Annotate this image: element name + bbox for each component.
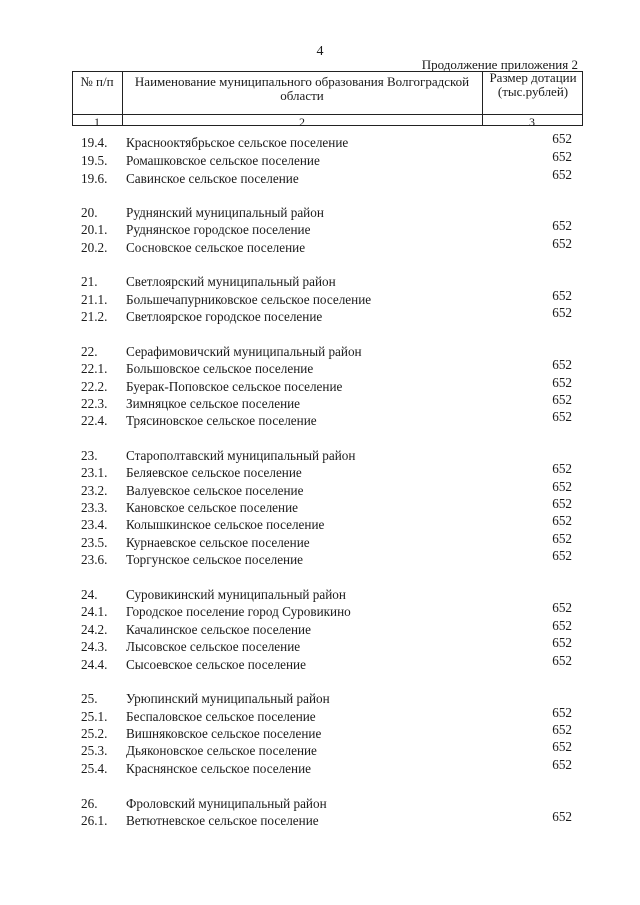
row-name: Вишняковское сельское поселение — [126, 726, 322, 741]
row-number: 25. — [81, 691, 98, 706]
table-row — [0, 513, 640, 534]
table-row-district — [0, 690, 640, 708]
row-value: 652 — [552, 167, 572, 182]
table-row — [0, 149, 640, 170]
table-row — [0, 548, 640, 569]
row-value: 652 — [552, 496, 572, 511]
row-value: 652 — [552, 618, 572, 633]
table-row — [0, 653, 640, 674]
table-row — [0, 409, 640, 430]
row-name: Дьяконовское сельское поселение — [126, 743, 317, 758]
table-row — [0, 305, 640, 326]
table-row — [0, 722, 640, 743]
row-name: Колышкинское сельское поселение — [126, 517, 325, 532]
row-name: Беспаловское сельское поселение — [126, 709, 316, 724]
row-name: Суровикинский муниципальный район — [126, 587, 346, 602]
table-row-district — [0, 343, 640, 361]
row-value: 652 — [552, 513, 572, 528]
row-number: 25.3. — [81, 743, 108, 758]
table-row — [0, 479, 640, 500]
row-name: Савинское сельское поселение — [126, 171, 299, 186]
table-row — [0, 357, 640, 378]
row-name: Сосновское сельское поселение — [126, 240, 306, 255]
row-number: 20. — [81, 205, 98, 220]
row-name: Руднянский муниципальный район — [126, 205, 324, 220]
table-row — [0, 757, 640, 778]
row-name: Торгунское сельское поселение — [126, 552, 304, 567]
continuation-note: Продолжение приложения 2 — [421, 57, 578, 72]
row-name: Ветютневское сельское поселение — [126, 813, 319, 828]
row-number: 22.1. — [81, 361, 108, 376]
table-row — [0, 618, 640, 639]
row-number: 23.5. — [81, 535, 108, 550]
row-name: Фроловский муниципальный район — [126, 796, 327, 811]
table-row-district — [0, 795, 640, 813]
row-value: 652 — [552, 236, 572, 251]
header-col-number-index: 1 — [94, 115, 100, 129]
row-name: Лысовское сельское поселение — [126, 639, 301, 654]
row-number: 26.1. — [81, 813, 108, 828]
table-row — [0, 167, 640, 188]
row-value: 652 — [552, 739, 572, 754]
row-name: Валуевское сельское поселение — [126, 483, 304, 498]
table-row — [0, 131, 640, 152]
row-value: 652 — [552, 809, 572, 824]
row-name: Сысоевское сельское поселение — [126, 657, 306, 672]
row-value: 652 — [552, 479, 572, 494]
row-name: Городское поселение город Суровикино — [126, 604, 351, 619]
row-name: Ромашковское сельское поселение — [126, 153, 320, 168]
row-value: 652 — [552, 305, 572, 320]
row-number: 21.2. — [81, 309, 108, 324]
row-name: Кановское сельское поселение — [126, 500, 298, 515]
table-row — [0, 461, 640, 482]
row-number: 21. — [81, 274, 98, 289]
row-name: Качалинское сельское поселение — [126, 622, 311, 637]
row-value: 652 — [552, 131, 572, 146]
row-number: 19.4. — [81, 135, 108, 150]
row-value: 652 — [552, 722, 572, 737]
row-name: Буерак-Поповское сельское поселение — [126, 379, 343, 394]
table-row — [0, 809, 640, 830]
row-number: 26. — [81, 796, 98, 811]
row-number: 19.5. — [81, 153, 108, 168]
row-name: Руднянское городское поселение — [126, 222, 311, 237]
table-row — [0, 635, 640, 656]
row-number: 22.3. — [81, 396, 108, 411]
row-name: Светлоярское городское поселение — [126, 309, 323, 324]
row-value: 652 — [552, 375, 572, 390]
table-row — [0, 288, 640, 309]
row-value: 652 — [552, 548, 572, 563]
row-number: 24.4. — [81, 657, 108, 672]
row-number: 19.6. — [81, 171, 108, 186]
row-number: 24.2. — [81, 622, 108, 637]
table-row — [0, 218, 640, 239]
row-value: 652 — [552, 288, 572, 303]
row-value: 652 — [552, 531, 572, 546]
row-value: 652 — [552, 635, 572, 650]
row-number: 20.2. — [81, 240, 108, 255]
row-value: 652 — [552, 392, 572, 407]
table-row-district — [0, 586, 640, 604]
header-col-name: Наименование муниципального образования Волгоградской области — [134, 74, 470, 103]
row-number: 24.3. — [81, 639, 108, 654]
row-number: 25.4. — [81, 761, 108, 776]
row-value: 652 — [552, 357, 572, 372]
header-col-amount: Размер дотации (тыс.рублей) — [489, 70, 577, 99]
table-row-district — [0, 204, 640, 222]
row-number: 25.2. — [81, 726, 108, 741]
row-name: Серафимовичский муниципальный район — [126, 344, 362, 359]
table-row-district — [0, 447, 640, 465]
row-value: 652 — [552, 218, 572, 233]
row-value: 652 — [552, 705, 572, 720]
row-name: Старополтавский муниципальный район — [126, 448, 356, 463]
table-row — [0, 600, 640, 621]
row-name: Большечапурниковское сельское поселение — [126, 292, 372, 307]
table-row-district — [0, 273, 640, 291]
table-row — [0, 236, 640, 257]
row-name: Беляевское сельское поселение — [126, 465, 302, 480]
row-name: Курнаевское сельское поселение — [126, 535, 310, 550]
row-number: 23. — [81, 448, 98, 463]
row-number: 22.4. — [81, 413, 108, 428]
row-value: 652 — [552, 461, 572, 476]
header-col-name-index: 2 — [299, 115, 305, 129]
table-row — [0, 705, 640, 726]
row-name: Краснянское сельское поселение — [126, 761, 311, 776]
row-number: 22. — [81, 344, 98, 359]
table-row — [0, 739, 640, 760]
row-number: 23.2. — [81, 483, 108, 498]
table-row — [0, 496, 640, 517]
row-number: 25.1. — [81, 709, 108, 724]
row-value: 652 — [552, 757, 572, 772]
row-number: 21.1. — [81, 292, 108, 307]
table-row — [0, 375, 640, 396]
row-number: 23.4. — [81, 517, 108, 532]
table-row — [0, 392, 640, 413]
row-number: 24. — [81, 587, 98, 602]
row-name: Урюпинский муниципальный район — [126, 691, 330, 706]
row-number: 23.3. — [81, 500, 108, 515]
row-number: 23.1. — [81, 465, 108, 480]
row-value: 652 — [552, 149, 572, 164]
row-name: Трясиновское сельское поселение — [126, 413, 317, 428]
header-col-amount-index: 3 — [529, 115, 535, 129]
row-number: 20.1. — [81, 222, 108, 237]
row-name: Светлоярский муниципальный район — [126, 274, 336, 289]
row-value: 652 — [552, 600, 572, 615]
row-value: 652 — [552, 653, 572, 668]
row-name: Большовское сельское поселение — [126, 361, 314, 376]
row-number: 23.6. — [81, 552, 108, 567]
row-name: Зимняцкое сельское поселение — [126, 396, 301, 411]
row-value: 652 — [552, 409, 572, 424]
header-col-number: № п/п — [80, 74, 114, 89]
page-number: 4 — [316, 44, 324, 59]
row-number: 22.2. — [81, 379, 108, 394]
row-name: Краснооктябрьское сельское поселение — [126, 135, 349, 150]
table-row — [0, 531, 640, 552]
row-number: 24.1. — [81, 604, 108, 619]
